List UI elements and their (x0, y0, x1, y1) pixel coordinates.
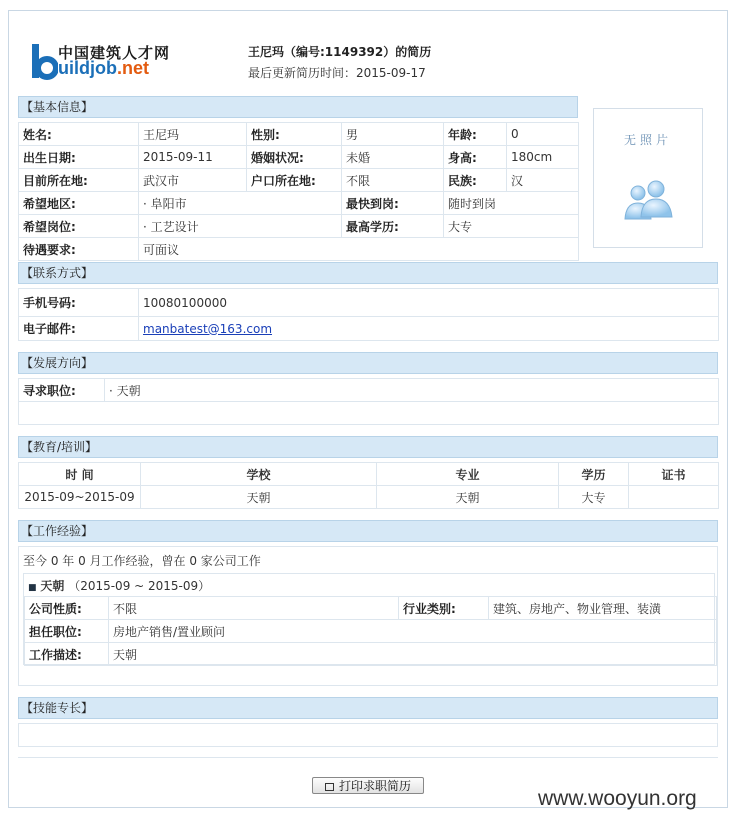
industry-value: 建筑、房地产、物业管理、装潢 (489, 597, 717, 620)
basic-info-table (18, 122, 579, 261)
arrival-value: 随时到岗 (444, 192, 579, 215)
edu-header-cert: 证书 (629, 463, 719, 486)
section-basic-info: 【基本信息】 (18, 96, 578, 118)
phone-value: 10080100000 (139, 289, 719, 317)
marriage-label: 婚姻状况: (247, 146, 342, 169)
work-desc-label: 工作描述: (25, 643, 109, 666)
name-value: 王尼玛 (139, 123, 247, 146)
role-value: 房地产销售/置业顾问 (109, 620, 717, 643)
work-company-header: ■ 天朝 （2015-09 ~ 2015-09） (28, 579, 211, 593)
age-label: 年龄: (444, 123, 507, 146)
section-skills: 【技能专长】 (18, 697, 718, 719)
birth-label: 出生日期: (19, 146, 139, 169)
contact-table (18, 288, 719, 341)
nation-label: 民族: (444, 169, 507, 192)
education-table (18, 462, 719, 509)
email-link[interactable]: manbatest@163.com (143, 321, 273, 336)
company-nature-value: 不限 (109, 597, 399, 620)
sex-value: 男 (342, 123, 444, 146)
location-value: 武汉市 (139, 169, 247, 192)
marriage-value: 未婚 (342, 146, 444, 169)
role-label: 担任职位: (25, 620, 109, 643)
photo-placeholder (593, 108, 703, 248)
industry-label: 行业类别: (399, 597, 489, 620)
resume-title: 王尼玛（编号:1149392）的简历 (248, 45, 432, 59)
company-nature-label: 公司性质: (25, 597, 109, 620)
seek-position-label: 寻求职位: (19, 379, 105, 402)
nation-value: 汉 (507, 169, 579, 192)
work-summary: 至今 0 年 0 月工作经验，曾在 0 家公司工作 (23, 554, 261, 568)
hukou-value: 不限 (342, 169, 444, 192)
divider (18, 757, 718, 758)
edu-header-degree: 学历 (559, 463, 629, 486)
salary-label: 待遇要求: (19, 238, 139, 261)
table-row (19, 486, 719, 509)
edu-degree: 大专 (559, 486, 629, 509)
work-detail-table (24, 596, 717, 666)
height-value: 180cm (507, 146, 579, 169)
edu-cert (629, 486, 719, 509)
name-label: 姓名: (19, 123, 139, 146)
logo-en-text: uildjob.net (58, 58, 149, 78)
email-label: 电子邮件: (19, 317, 139, 341)
section-contact: 【联系方式】 (18, 262, 718, 284)
section-education: 【教育/培训】 (18, 436, 718, 458)
work-desc-value: 天朝 (109, 643, 717, 666)
direction-table (18, 378, 719, 425)
edu-header-school: 学校 (141, 463, 377, 486)
education-level-value: 大专 (444, 215, 579, 238)
edu-header-major: 专业 (377, 463, 559, 486)
seek-position-value: · 天朝 (105, 379, 719, 402)
watermark: www.wooyun.org (538, 787, 697, 810)
salary-value: 可面议 (139, 238, 579, 261)
arrival-label: 最快到岗: (342, 192, 444, 215)
desired-position-label: 希望岗位: (19, 215, 139, 238)
direction-empty-row (19, 402, 719, 425)
work-period: （2015-09 ~ 2015-09） (68, 579, 211, 593)
age-value: 0 (507, 123, 579, 146)
print-resume-button[interactable] (312, 777, 424, 794)
sex-label: 性别: (247, 123, 342, 146)
height-label: 身高: (444, 146, 507, 169)
user-group-icon (622, 179, 678, 223)
phone-label: 手机号码: (19, 289, 139, 317)
resume-updated-date: 最后更新简历时间：2015-09-17 (248, 66, 426, 80)
work-box (18, 546, 718, 686)
edu-major: 天朝 (377, 486, 559, 509)
no-photo-text: 无照片 (623, 133, 672, 147)
edu-header-time: 时 间 (19, 463, 141, 486)
desired-position-value: · 工艺设计 (139, 215, 342, 238)
location-label: 目前所在地: (19, 169, 139, 192)
birth-value: 2015-09-11 (139, 146, 247, 169)
print-button-label: 打印求职简历 (338, 779, 411, 793)
printer-icon (325, 783, 334, 791)
logo-b-icon (30, 42, 58, 80)
desired-area-label: 希望地区: (19, 192, 139, 215)
site-logo[interactable] (30, 42, 180, 84)
edu-time: 2015-09~2015-09 (19, 486, 141, 509)
logo-cn-text: 中国建筑人才网 (58, 44, 171, 62)
edu-school: 天朝 (141, 486, 377, 509)
skills-box (18, 723, 718, 747)
section-work: 【工作经验】 (18, 520, 718, 542)
hukou-label: 户口所在地: (247, 169, 342, 192)
section-direction: 【发展方向】 (18, 352, 718, 374)
work-company: 天朝 (40, 579, 65, 593)
education-level-label: 最高学历: (342, 215, 444, 238)
work-entry (23, 573, 715, 665)
desired-area-value: · 阜阳市 (139, 192, 342, 215)
